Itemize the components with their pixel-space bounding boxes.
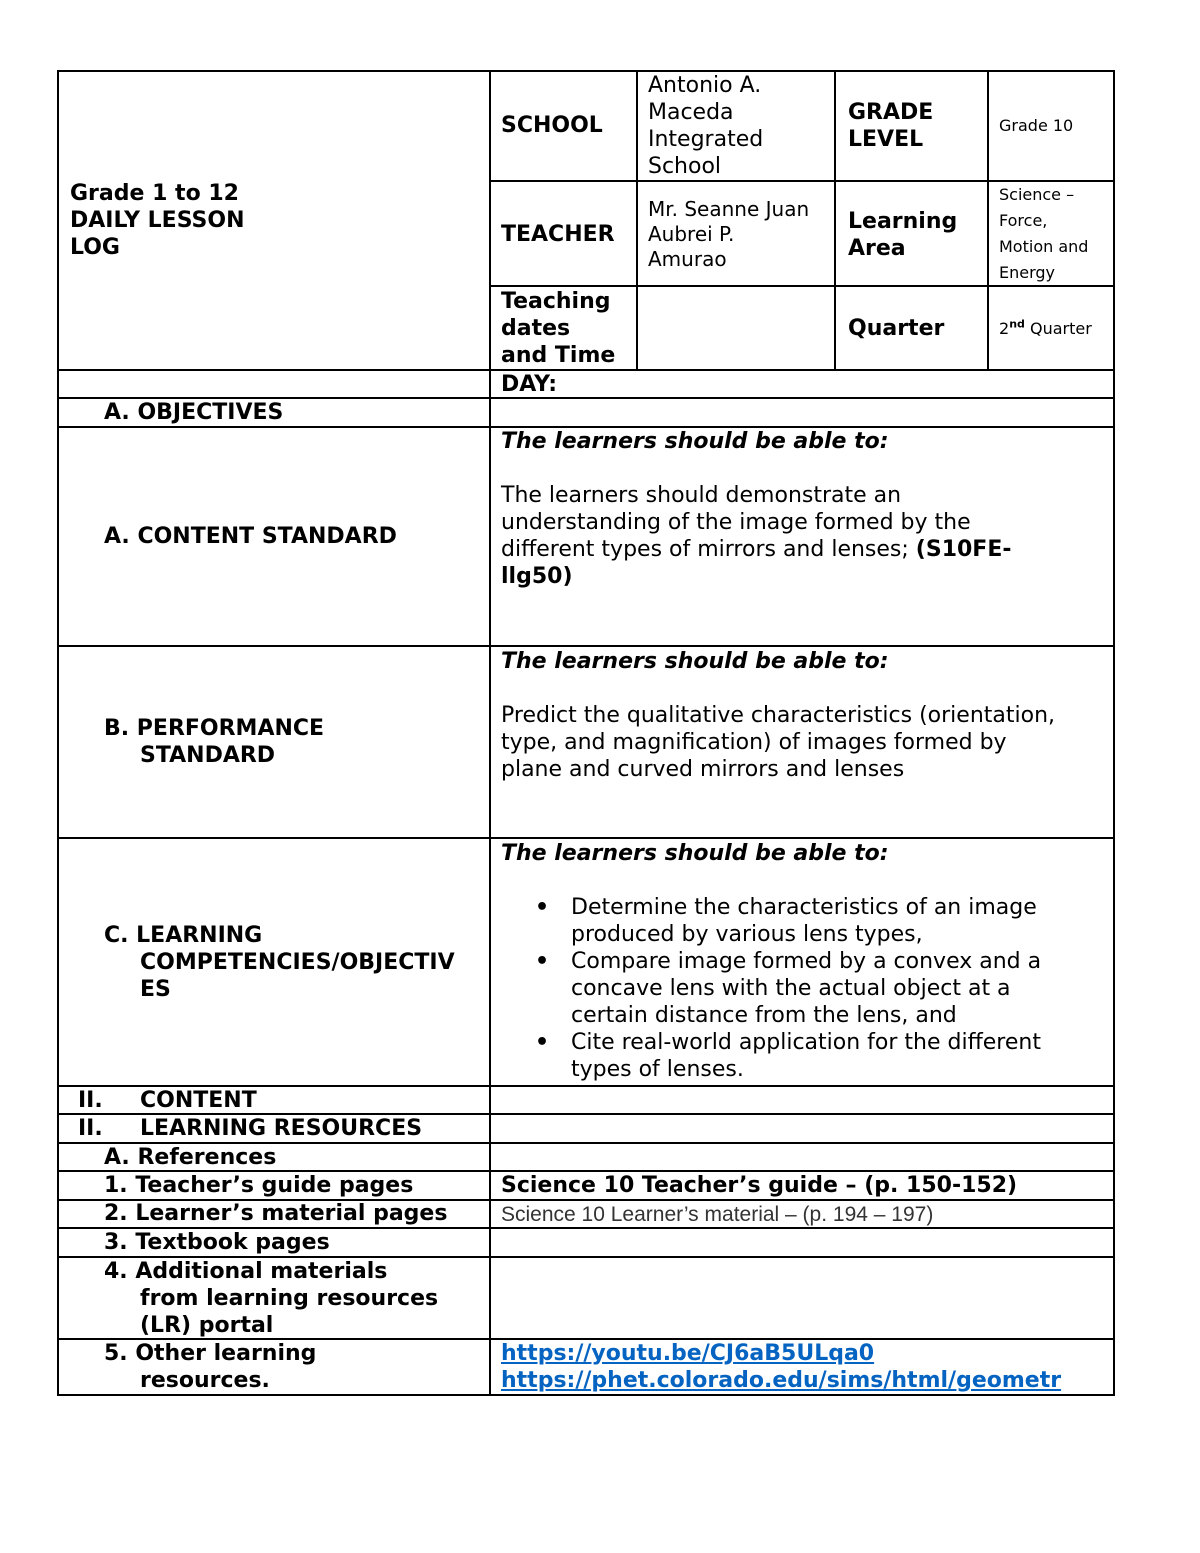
teacher-value-line: Amurao xyxy=(648,247,727,271)
competency-item xyxy=(501,894,1111,948)
school-value-line: Integrated xyxy=(648,127,764,152)
learning-area-value-line: Motion and xyxy=(999,237,1089,256)
teaching-dates-label-line: Teaching xyxy=(501,289,611,314)
learning-competencies-label-line: C. LEARNING xyxy=(104,923,263,948)
performance-standard-line: Predict the qualitative characteristics (orientation, xyxy=(501,703,1056,728)
teacher-value xyxy=(648,197,809,272)
objectives-heading: A. OBJECTIVES xyxy=(104,400,284,425)
quarter-number: 2 xyxy=(999,319,1010,338)
other-resources-line: 5. Other learning xyxy=(104,1341,317,1366)
performance-standard-line: plane and curved mirrors and lenses xyxy=(501,757,905,782)
quarter-text: Quarter xyxy=(1024,319,1092,338)
quarter-suffix: nd xyxy=(1009,317,1025,331)
performance-standard-label-line: STANDARD xyxy=(140,743,276,768)
additional-materials-line: (LR) portal xyxy=(140,1313,274,1338)
performance-standard-intro: The learners should be able to: xyxy=(501,649,889,674)
learners-material-value: Science 10 Learner’s material – (p. 194 – 197) xyxy=(501,1203,934,1226)
learning-competencies-label xyxy=(104,922,455,1003)
resources-row-label: LEARNING RESOURCES xyxy=(140,1116,423,1141)
teaching-dates-label-line: and Time xyxy=(501,343,616,368)
learning-area-value-line: Science – xyxy=(999,185,1075,204)
school-label: SCHOOL xyxy=(501,113,603,138)
school-value xyxy=(648,72,763,180)
teaching-dates-value xyxy=(648,300,828,360)
learning-competencies-intro: The learners should be able to: xyxy=(501,841,889,866)
grade-level-label xyxy=(848,99,933,153)
content-standard-label: A. CONTENT STANDARD xyxy=(104,524,397,549)
bullet-icon: • xyxy=(535,1030,550,1055)
additional-materials-line: from learning resources xyxy=(140,1286,439,1311)
grade-level-label-line: LEVEL xyxy=(848,127,924,152)
dll-title xyxy=(70,180,245,261)
performance-standard-label xyxy=(104,715,324,769)
teaching-dates-label xyxy=(501,288,615,369)
school-value-line: Antonio A. xyxy=(648,73,762,98)
youtube-link[interactable]: https://youtu.be/CJ6aB5ULqa0 xyxy=(501,1341,875,1366)
competency-list xyxy=(501,894,1111,1083)
content-standard-intro: The learners should be able to: xyxy=(501,429,889,454)
day-label: DAY: xyxy=(501,372,557,397)
school-value-line: School xyxy=(648,154,722,179)
content-standard-code: llg50) xyxy=(501,564,573,589)
content-row-label: CONTENT xyxy=(140,1088,257,1113)
content-standard-text xyxy=(501,428,1106,590)
textbook-label: 3. Textbook pages xyxy=(104,1230,330,1255)
learning-competencies-text xyxy=(501,840,1111,1083)
additional-materials-line: 4. Additional materials xyxy=(104,1259,388,1284)
teachers-guide-value: Science 10 Teacher’s guide – (p. 150-152) xyxy=(501,1173,1018,1198)
learning-area-label xyxy=(848,208,957,262)
learners-material-label: 2. Learner’s material pages xyxy=(104,1201,448,1226)
performance-standard-label-line: B. PERFORMANCE xyxy=(104,716,325,741)
competency-line: Cite real-world application for the different xyxy=(571,1030,1041,1055)
bullet-icon: • xyxy=(535,949,550,974)
content-standard-line: The learners should demonstrate an xyxy=(501,483,902,508)
learning-area-label-line: Learning xyxy=(848,209,958,234)
competency-line: produced by various lens types, xyxy=(571,922,923,947)
other-resources-label xyxy=(104,1340,316,1394)
quarter-value xyxy=(999,316,1092,342)
dll-title-line: LOG xyxy=(70,235,120,260)
resources-row-num: II. xyxy=(78,1116,103,1141)
dll-title-line: Grade 1 to 12 xyxy=(70,181,239,206)
quarter-label: Quarter xyxy=(848,316,945,341)
competency-item xyxy=(501,948,1111,1029)
grade-level-value: Grade 10 xyxy=(999,116,1074,135)
learning-area-value xyxy=(999,182,1088,286)
resource-links xyxy=(501,1340,1112,1394)
competency-line: Determine the characteristics of an image xyxy=(571,895,1037,920)
additional-materials-label xyxy=(104,1258,438,1339)
school-value-line: Maceda xyxy=(648,100,734,125)
competency-line: Compare image formed by a convex and a xyxy=(571,949,1042,974)
dll-title-line: DAILY LESSON xyxy=(70,208,245,233)
teacher-label: TEACHER xyxy=(501,222,615,247)
teacher-value-line: Aubrei P. xyxy=(648,222,735,246)
learning-competencies-label-line: COMPETENCIES/OBJECTIV xyxy=(140,950,455,975)
competency-item xyxy=(501,1029,1111,1083)
content-standard-line: understanding of the image formed by the xyxy=(501,510,971,535)
teachers-guide-label: 1. Teacher’s guide pages xyxy=(104,1173,414,1198)
competency-line: certain distance from the lens, and xyxy=(571,1003,957,1028)
performance-standard-line: type, and magnification) of images formed by xyxy=(501,730,1007,755)
learning-area-value-line: Force, xyxy=(999,211,1048,230)
teaching-dates-label-line: dates xyxy=(501,316,571,341)
references-label: A. References xyxy=(104,1145,277,1170)
phet-link[interactable]: https://phet.colorado.edu/sims/html/geometr xyxy=(501,1368,1062,1393)
learning-area-label-line: Area xyxy=(848,236,906,261)
learning-competencies-label-line: ES xyxy=(140,977,171,1002)
content-row-num: II. xyxy=(78,1088,103,1113)
competency-line: types of lenses. xyxy=(571,1057,744,1082)
grade-level-label-line: GRADE xyxy=(848,100,934,125)
teacher-value-line: Mr. Seanne Juan xyxy=(648,197,810,221)
learning-area-value-line: Energy xyxy=(999,263,1056,282)
content-standard-code: (S10FE- xyxy=(915,537,1012,562)
competency-line: concave lens with the actual object at a xyxy=(571,976,1011,1001)
bullet-icon: • xyxy=(535,895,550,920)
content-standard-line: different types of mirrors and lenses; xyxy=(501,537,916,562)
performance-standard-text xyxy=(501,648,1106,783)
other-resources-line: resources. xyxy=(140,1368,270,1393)
